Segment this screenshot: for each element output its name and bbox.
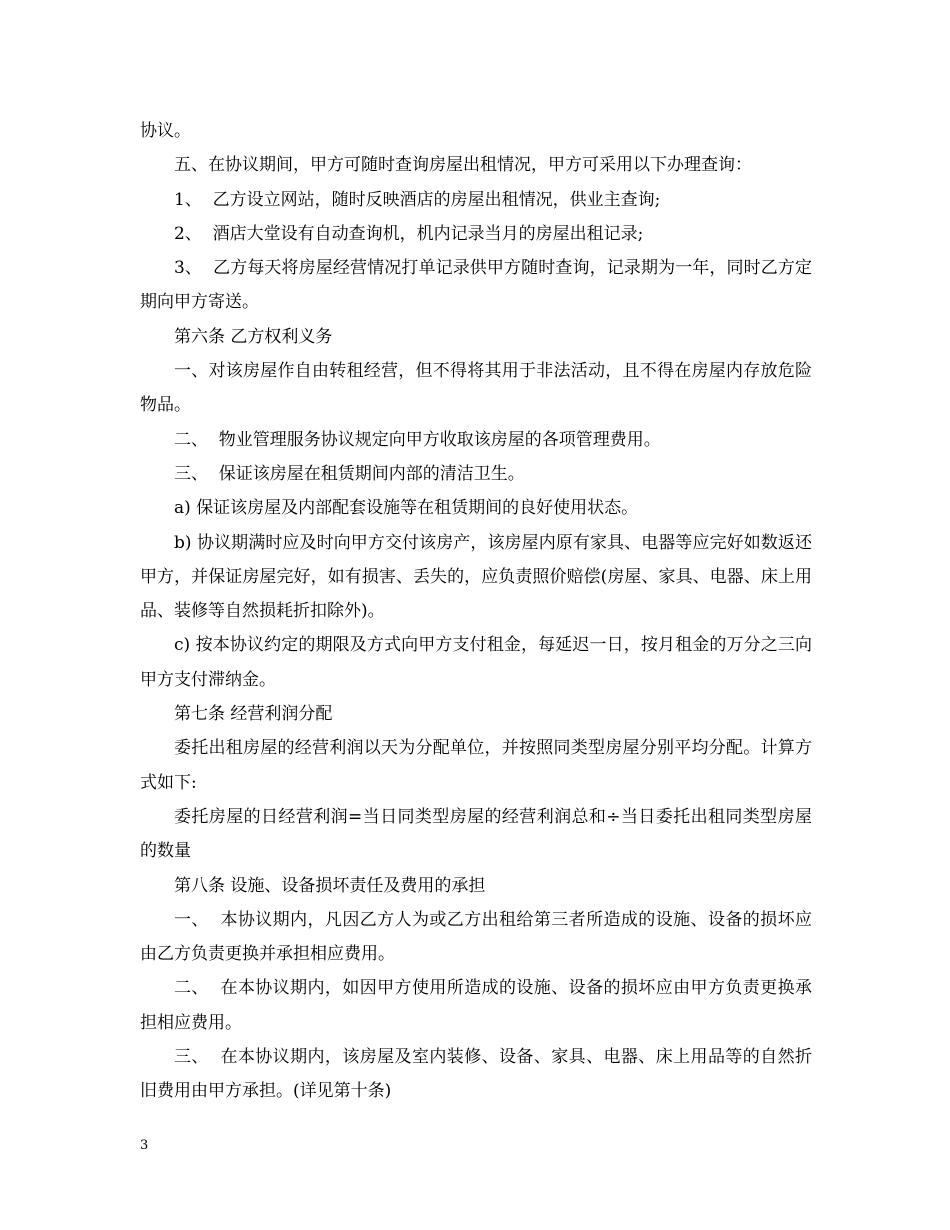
document-body xyxy=(140,114,812,1109)
page-number: 3 xyxy=(140,1138,149,1153)
list-item: c) 按本协议约定的期限及方式向甲方支付租金，每延迟一日，按月租金的万分之三向甲方支付滞纳金。 xyxy=(140,635,812,690)
paragraph: 三、 在本协议期内，该房屋及室内装修、设备、家具、电器、床上用品等的自然折旧费用由甲方承担。(详见第十条) xyxy=(140,1047,812,1102)
paragraph: 三、 保证该房屋在租赁期间内部的清洁卫生。 xyxy=(174,463,525,484)
paragraph: 一、 本协议期内，凡因乙方人为或乙方出租给第三者所造成的设施、设备的损坏应由乙方负责更换并承担相应费用。 xyxy=(140,909,812,965)
list-item: b) 协议期满时应及时向甲方交付该房产，该房屋内原有家具、电器等应完好如数返还甲方，并保证房屋完好，如有损害、丢失的，应负责照价赔偿(房屋、家具、电器、床上用品、装修等自然损耗折扣除外)。 xyxy=(140,532,812,622)
paragraph: 二、 在本协议期内，如因甲方使用所造成的设施、设备的损坏应由甲方负责更换承担相应费用。 xyxy=(140,978,812,1033)
paragraph: 五、在协议期间，甲方可随时查询房屋出租情况，甲方可采用以下办理查询： xyxy=(174,155,752,176)
list-item: 3、 乙方每天将房屋经营情况打单记录供甲方随时查询，记录期为一年，同时乙方定期向甲方寄送。 xyxy=(140,258,812,313)
section-heading: 第七条 经营利润分配 xyxy=(174,704,333,725)
paragraph: 一、对该房屋作自由转租经营，但不得将其用于非法活动，且不得在房屋内存放危险物品。 xyxy=(140,361,812,416)
list-item: 1、 乙方设立网站，随时反映酒店的房屋出租情况，供业主查询; xyxy=(174,189,661,210)
paragraph: 委托出租房屋的经营利润以天为分配单位，并按照同类型房屋分别平均分配。计算方式如下: xyxy=(140,738,812,793)
paragraph: 协议。 xyxy=(140,121,191,141)
paragraph: 委托房屋的日经营利润=当日同类型房屋的经营利润总和÷当日委托出租同类型房屋的数量 xyxy=(140,806,812,862)
list-item: a) 保证该房屋及内部配套设施等在租赁期间的良好使用状态。 xyxy=(174,498,639,519)
list-item: 2、 酒店大堂设有自动查询机，机内记录当月的房屋出租记录; xyxy=(174,223,644,244)
paragraph: 二、 物业管理服务协议规定向甲方收取该房屋的各项管理费用。 xyxy=(174,429,661,450)
section-heading: 第六条 乙方权利义务 xyxy=(174,326,333,347)
section-heading: 第八条 设施、设备损坏责任及费用的承担 xyxy=(174,875,486,896)
